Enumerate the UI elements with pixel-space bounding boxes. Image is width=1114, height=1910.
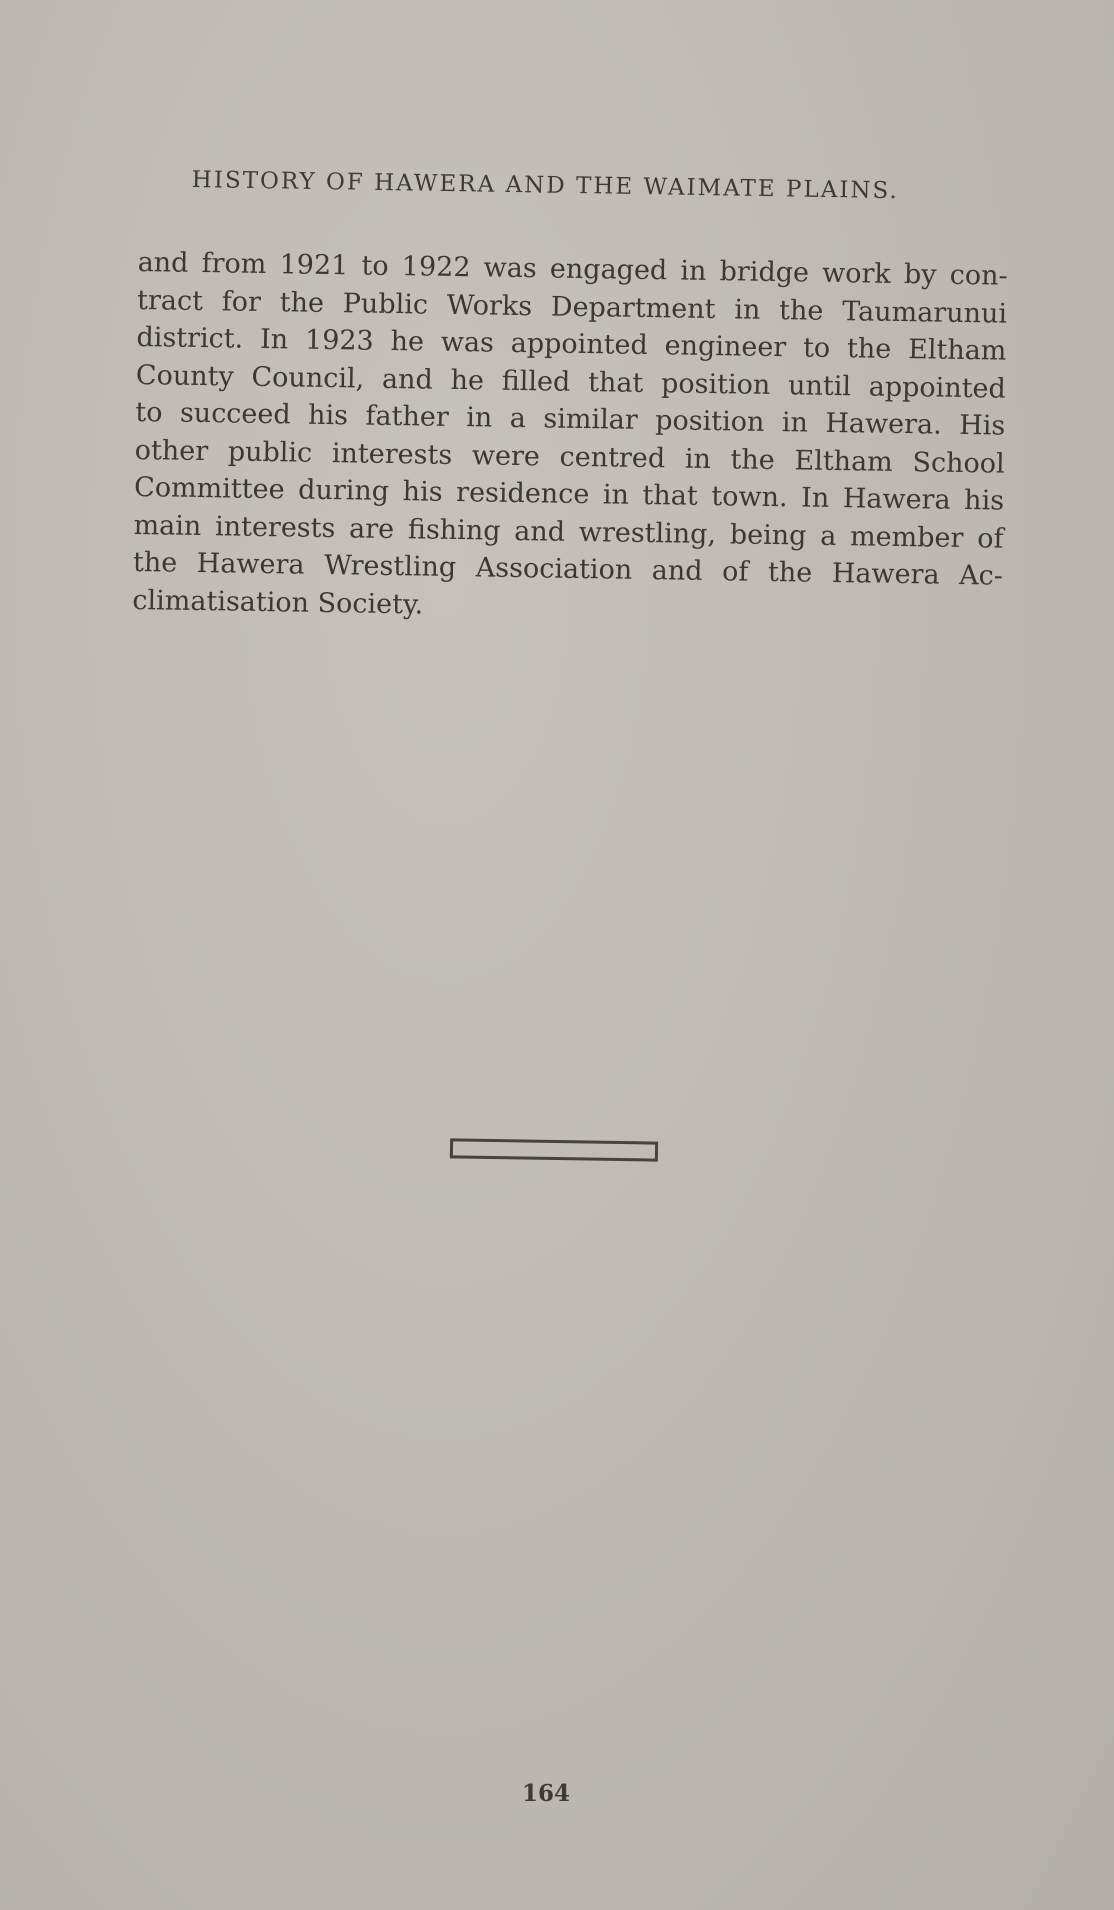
body-line: tract for the Public Works Department in the Taumarunui <box>136 284 1008 330</box>
body-paragraph <box>132 244 1008 633</box>
body-line: and from 1921 to 1922 was engaged in bridge work by con- <box>137 246 1008 292</box>
body-line: County Council, and he filled that position until appointed <box>135 359 1007 405</box>
body-line: the Hawera Wrestling Association and of the Hawera Ac- <box>132 546 1004 592</box>
body-line: Committee during his residence in that town. In Hawera his <box>133 471 1005 517</box>
body-line: district. In 1923 he was appointed engineer to the Eltham <box>136 321 1007 367</box>
body-line: to succeed his father in a similar position in Hawera. His <box>135 396 1006 442</box>
running-head: HISTORY OF HAWERA AND THE WAIMATE PLAINS. <box>191 167 899 205</box>
section-end-ornament <box>450 1138 658 1161</box>
body-line: main interests are fishing and wrestling, being a member of <box>133 509 1004 555</box>
body-line: other public interests were centred in the Eltham School <box>134 434 1005 480</box>
page-number: 164 <box>522 1780 571 1807</box>
body-line: climatisation Society. <box>132 584 424 621</box>
